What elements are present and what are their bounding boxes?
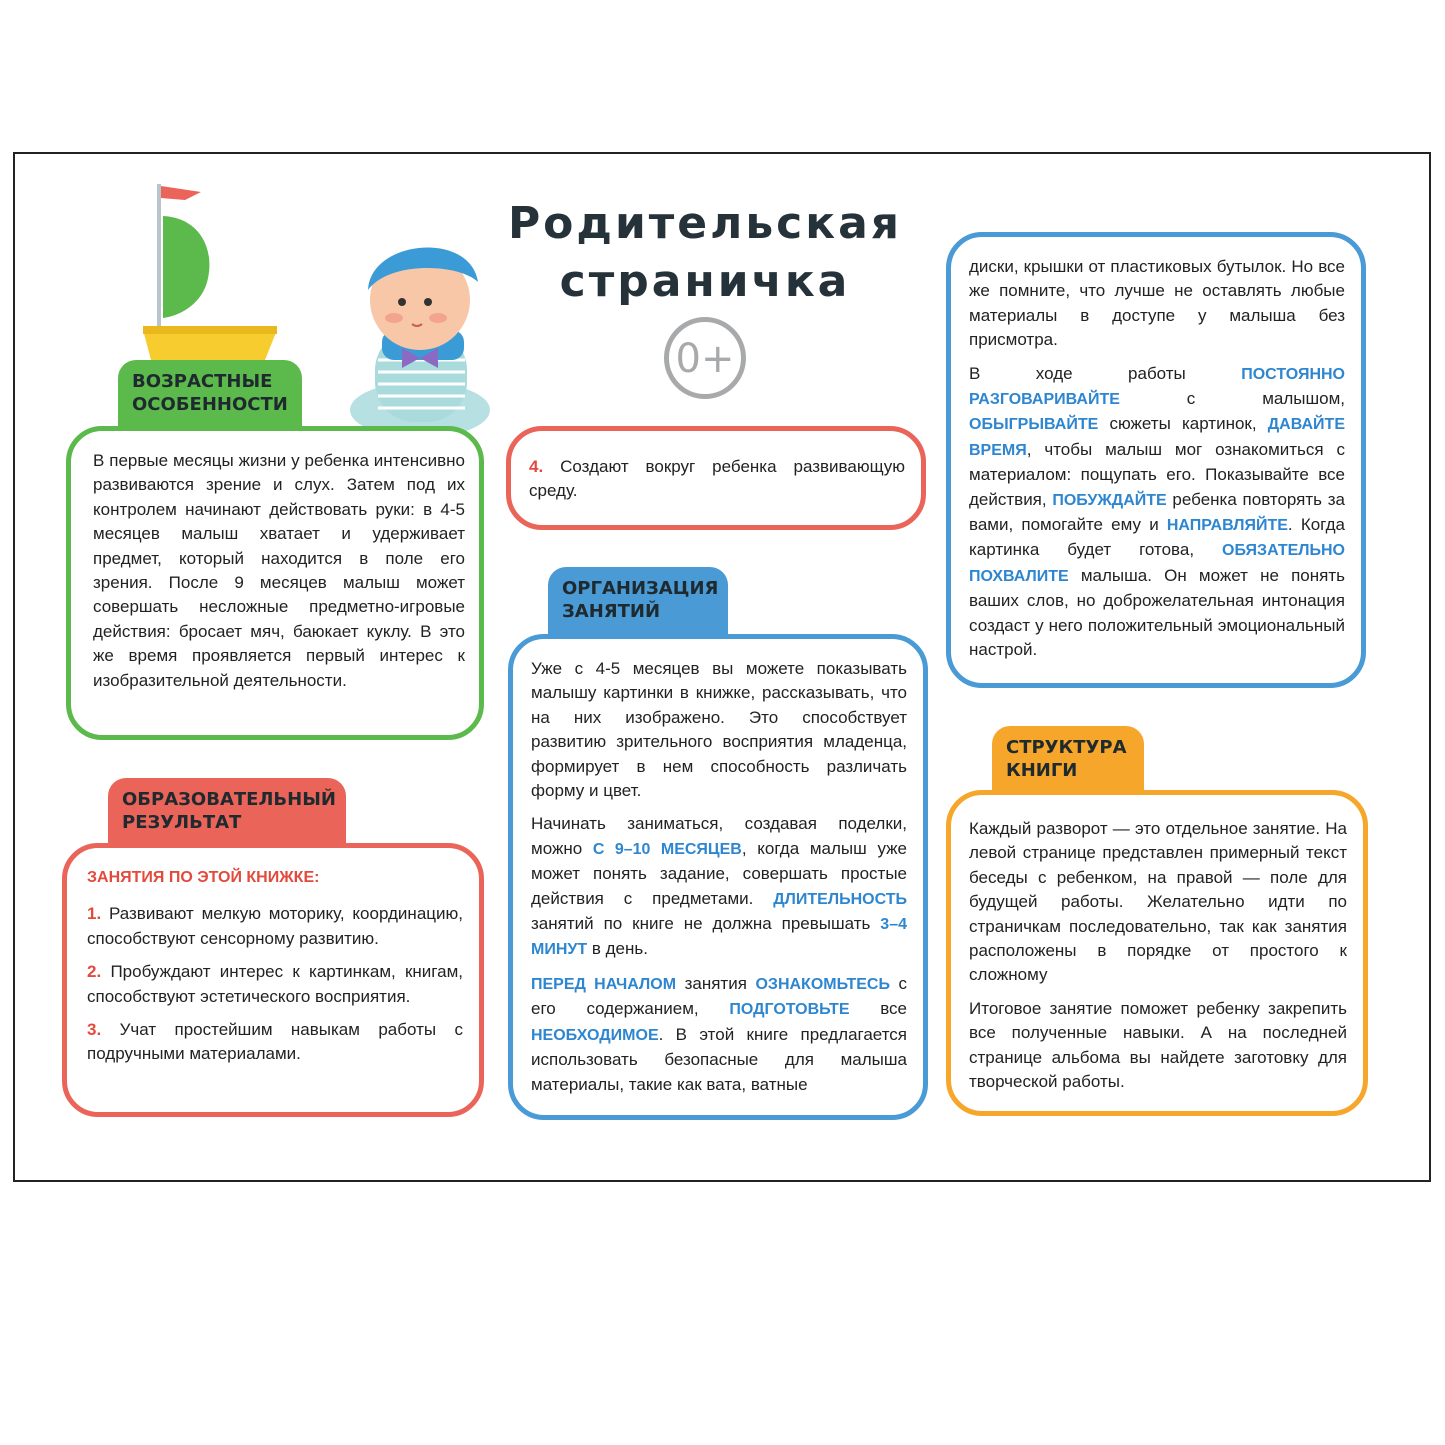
org-p3-b: занятия <box>676 973 756 993</box>
org-p2-e: занятий по книге не должна превышать <box>531 914 881 934</box>
result-item-3-text: Учат простейшим навыкам работы с подручными материалами. <box>87 1020 463 1064</box>
page-title <box>460 195 950 311</box>
cont-p2-i: ребенка повторять за вами, помогайте ему и <box>969 489 1345 535</box>
organization-p2 <box>531 812 907 962</box>
continued-p1: диски, крышки от пластиковых бутылок. Но все же помните, что лучше не оставлять любые материалы в доступе у малыша без присмотра. <box>969 257 1345 350</box>
result-item-3 <box>87 1018 463 1067</box>
age-features-title: ВОЗРАСТНЫЕ ОСОБЕННОСТИ <box>132 371 288 415</box>
cont-p2-play-highlight: ОБЫГРЫВАЙТЕ <box>969 416 1099 434</box>
org-p3-familiarize-highlight: ОЗНАКОМЬТЕСЬ <box>755 975 890 993</box>
org-p2-minutes-highlight: 3–4 МИНУТ <box>531 916 907 959</box>
result-box <box>62 843 484 1117</box>
cont-p2-a: В ходе работы <box>969 363 1242 383</box>
result-item-3-num: 3. <box>87 1020 102 1040</box>
age-features-box <box>66 426 484 740</box>
cont-p2-e: сюжеты картинок, <box>1098 414 1268 434</box>
result-title: ОБРАЗОВАТЕЛЬНЫЙ РЕЗУЛЬТАТ <box>122 789 336 833</box>
cont-p2-k: . Когда картинка будет готова, <box>969 515 1345 560</box>
organization-continued-box <box>946 232 1366 688</box>
result-item-1 <box>87 902 463 951</box>
result-item-4-box <box>506 426 926 530</box>
organization-p3 <box>531 972 907 1097</box>
cont-p2-talk-highlight: ПОСТОЯННО РАЗГОВАРИВАЙТЕ <box>969 365 1345 409</box>
structure-tab <box>992 726 1144 798</box>
result-item-2-num: 2. <box>87 962 102 982</box>
org-p2-c: , когда малыш уже может понять задание, совершать простые действия с предметами. <box>531 838 907 908</box>
title-line-1: Родительская <box>507 198 903 249</box>
org-p3-f: все <box>849 999 907 1019</box>
age-badge: 0+ <box>664 317 746 399</box>
result-subtitle: ЗАНЯТИЯ ПО ЭТОЙ КНИЖКЕ: <box>87 869 320 886</box>
continued-p2 <box>969 362 1345 663</box>
org-p2-duration-highlight: ДЛИТЕЛЬНОСТЬ <box>773 890 907 908</box>
cont-p2-c: с малышом, <box>1119 389 1345 409</box>
result-item-1-num: 1. <box>87 904 102 924</box>
result-item-2-text: Пробуждают интерес к картинкам, книгам, способствуют эстетического восприятия. <box>87 962 463 1006</box>
result-item-4 <box>529 455 905 504</box>
cont-p2-time-highlight: ДАВАЙТЕ ВРЕМЯ <box>969 416 1345 459</box>
organization-tab <box>548 567 728 639</box>
age-features-text: В первые месяцы жизни у ребенка интенсивно развиваются зрение и слух. Затем под их контролем начинают действовать руки: в 4-5 месяцев малыш хватает и удерживает предмет, который находится в поле его зрения. После 9 месяцев малыш может совершать несложные предметно-игровые действия: бросает мяч, баюкает куклу. В это же время проявляется первый интерес к изобразительной деятельности. <box>93 451 465 690</box>
result-tab <box>108 778 346 850</box>
org-p3-h: . В этой книге предлагается использовать безопасные для малыша материалы, такие как вата, ватные <box>531 1024 907 1094</box>
organization-box <box>508 634 928 1120</box>
org-p3-d: с его содержанием, <box>531 973 908 1019</box>
cont-p2-encourage-highlight: ПОБУЖДАЙТЕ <box>1052 491 1167 509</box>
structure-p2: Итоговое занятие поможет ребенку закрепить все полученные навыки. А на последней странице альбома вы найдете заготовку для творческой работы. <box>969 998 1347 1092</box>
organization-title: ОРГАНИЗАЦИЯ ЗАНЯТИЙ <box>562 578 719 622</box>
baby-illustration <box>320 220 495 445</box>
title-line-2: страничка <box>559 256 851 307</box>
cont-p2-praise-highlight: ОБЯЗАТЕЛЬНО ПОХВАЛИТЕ <box>969 542 1345 585</box>
org-p2-age-highlight: С 9–10 МЕСЯЦЕВ <box>592 840 742 858</box>
cont-p2-g: , чтобы малыш мог ознакомиться с материалом: пощупать его. Показывайте все действия, <box>969 439 1345 509</box>
structure-box <box>946 790 1368 1116</box>
result-item-4-num: 4. <box>529 457 544 476</box>
org-p3-necessary-highlight: НЕОБХОДИМОЕ <box>531 1026 659 1044</box>
org-p3-before-highlight: ПЕРЕД НАЧАЛОМ <box>531 975 677 993</box>
result-item-1-text: Развивают мелкую моторику, координацию, способствуют сенсорному развитию. <box>87 904 463 948</box>
org-p2-g: в день. <box>587 939 648 959</box>
sailboat-illustration <box>135 178 285 368</box>
result-item-2 <box>87 960 463 1009</box>
cont-p2-guide-highlight: НАПРАВЛЯЙТЕ <box>1166 517 1288 535</box>
organization-p1: Уже с 4-5 месяцев вы можете показывать малышу картинки в книжке, рассказывать, что на них изображено. Это способствует развитию зрительного восприятия младенца, формирует в нем способность различать форму и цвет. <box>531 659 907 801</box>
org-p3-prepare-highlight: ПОДГОТОВЬТЕ <box>729 1001 850 1019</box>
result-item-4-text: Создают вокруг ребенка развивающую среду. <box>529 457 905 501</box>
age-features-tab <box>118 360 302 430</box>
structure-title: СТРУКТУРА КНИГИ <box>1006 737 1127 781</box>
org-p2-a: Начинать заниматься, создавая поделки, можно <box>531 814 907 858</box>
structure-p1: Каждый разворот — это отдельное занятие. На левой странице представлен примерный текст беседы с ребенком, на правой — поле для будущей работы. Желательно идти по страничкам последовательно, так как занятия расположены в порядке от простого к сложному <box>969 819 1347 985</box>
cont-p2-m: малыша. Он может не понять ваших слов, но доброжелательная интонация создаст у него положительный эмоциональный настрой. <box>969 565 1345 660</box>
